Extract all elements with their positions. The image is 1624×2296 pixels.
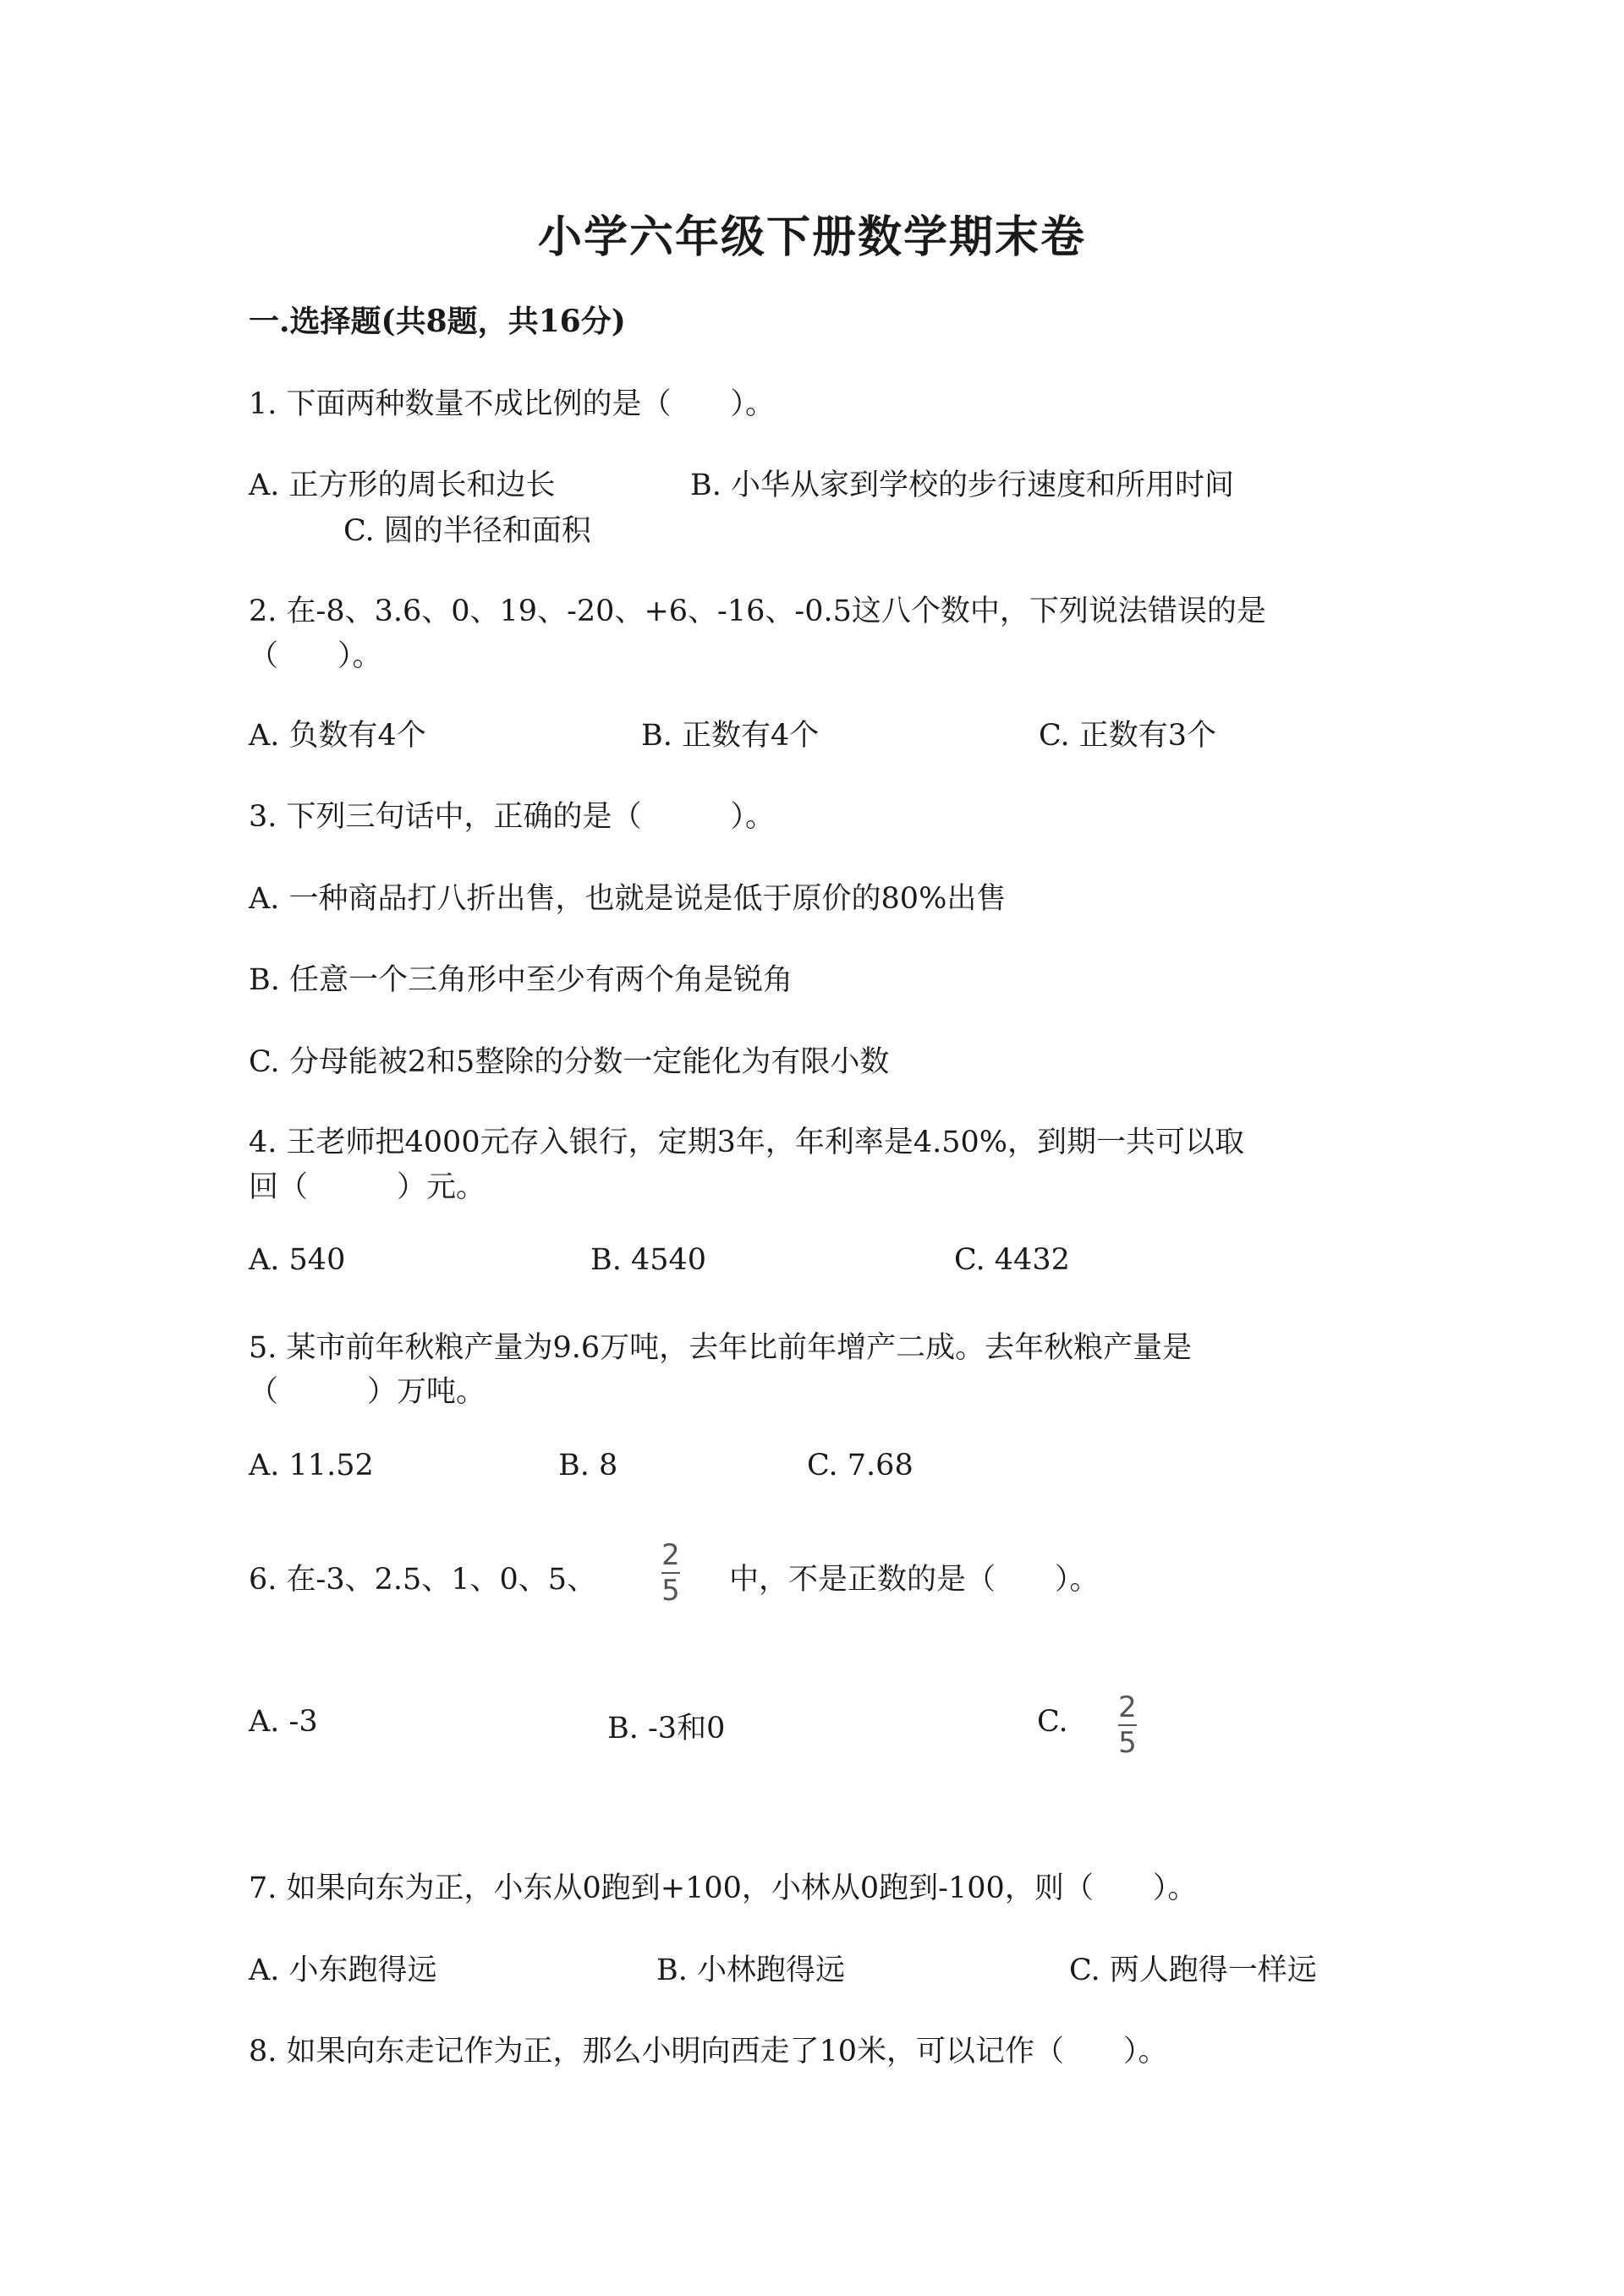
question-6-option-b: B. -3和0 — [607, 1712, 726, 1745]
question-3-option-b: B. 任意一个三角形中至少有两个角是锐角 — [249, 963, 793, 997]
question-1-option-a: A. 正方形的周长和边长 — [249, 469, 556, 502]
question-6-fraction — [661, 1538, 680, 1608]
fraction-denominator: 5 — [1118, 1726, 1137, 1760]
question-2-option-a: A. 负数有4个 — [249, 719, 426, 753]
question-6-option-c: C. — [1037, 1705, 1068, 1739]
question-3-stem: 3. 下列三句话中，正确的是（ ）。 — [249, 800, 776, 834]
page-title: 小学六年级下册数学期末卷 — [537, 211, 1086, 263]
question-2-stem-line1: 2. 在-8、3.6、0、19、-20、+6、-16、-0.5这八个数中，下列说法错误的是 — [249, 595, 1266, 628]
question-2-option-b: B. 正数有4个 — [641, 719, 820, 753]
question-5-stem-line2: （ ）万吨。 — [249, 1375, 486, 1409]
section-heading: 一.选择题(共8题，共16分) — [249, 304, 626, 339]
question-1-option-c: C. 圆的半径和面积 — [343, 514, 591, 548]
question-5-option-b: B. 8 — [558, 1449, 618, 1482]
question-4-stem-line2: 回（ ）元。 — [249, 1170, 486, 1204]
question-3-option-a: A. 一种商品打八折出售，也就是说是低于原价的80%出售 — [249, 882, 1007, 916]
fraction-numerator: 2 — [661, 1538, 680, 1572]
question-5-option-a: A. 11.52 — [249, 1449, 374, 1482]
question-6-option-c-fraction — [1118, 1690, 1137, 1760]
question-4-stem-line1: 4. 王老师把4000元存入银行，定期3年，年利率是4.50%，到期一共可以取 — [249, 1126, 1245, 1159]
question-4-option-b: B. 4540 — [590, 1243, 707, 1277]
question-1-stem: 1. 下面两种数量不成比例的是（ ）。 — [249, 387, 776, 421]
fraction-denominator: 5 — [661, 1574, 680, 1608]
question-8-stem: 8. 如果向东走记作为正，那么小明向西走了10米，可以记作（ ）。 — [249, 2035, 1168, 2069]
question-3-option-c: C. 分母能被2和5整除的分数一定能化为有限小数 — [249, 1045, 890, 1079]
question-6-option-a: A. -3 — [249, 1705, 318, 1739]
question-7-option-b: B. 小林跑得远 — [656, 1954, 845, 1987]
question-7-option-c: C. 两人跑得一样远 — [1069, 1954, 1317, 1987]
question-6-stem-after: 中，不是正数的是（ ）。 — [729, 1563, 1100, 1597]
question-4-option-c: C. 4432 — [954, 1243, 1070, 1277]
question-1-option-b: B. 小华从家到学校的步行速度和所用时间 — [690, 469, 1234, 502]
question-5-stem-line1: 5. 某市前年秋粮产量为9.6万吨，去年比前年增产二成。去年秋粮产量是 — [249, 1331, 1193, 1365]
question-4-option-a: A. 540 — [249, 1243, 346, 1277]
question-7-option-a: A. 小东跑得远 — [249, 1954, 437, 1987]
question-6-stem-before: 6. 在-3、2.5、1、0、5、 — [249, 1563, 597, 1597]
question-2-option-c: C. 正数有3个 — [1039, 719, 1217, 753]
question-5-option-c: C. 7.68 — [807, 1449, 914, 1482]
fraction-numerator: 2 — [1118, 1690, 1137, 1724]
question-7-stem: 7. 如果向东为正，小东从0跑到+100，小林从0跑到-100，则（ ）。 — [249, 1871, 1198, 1905]
question-2-stem-line2: （ ）。 — [249, 639, 382, 673]
